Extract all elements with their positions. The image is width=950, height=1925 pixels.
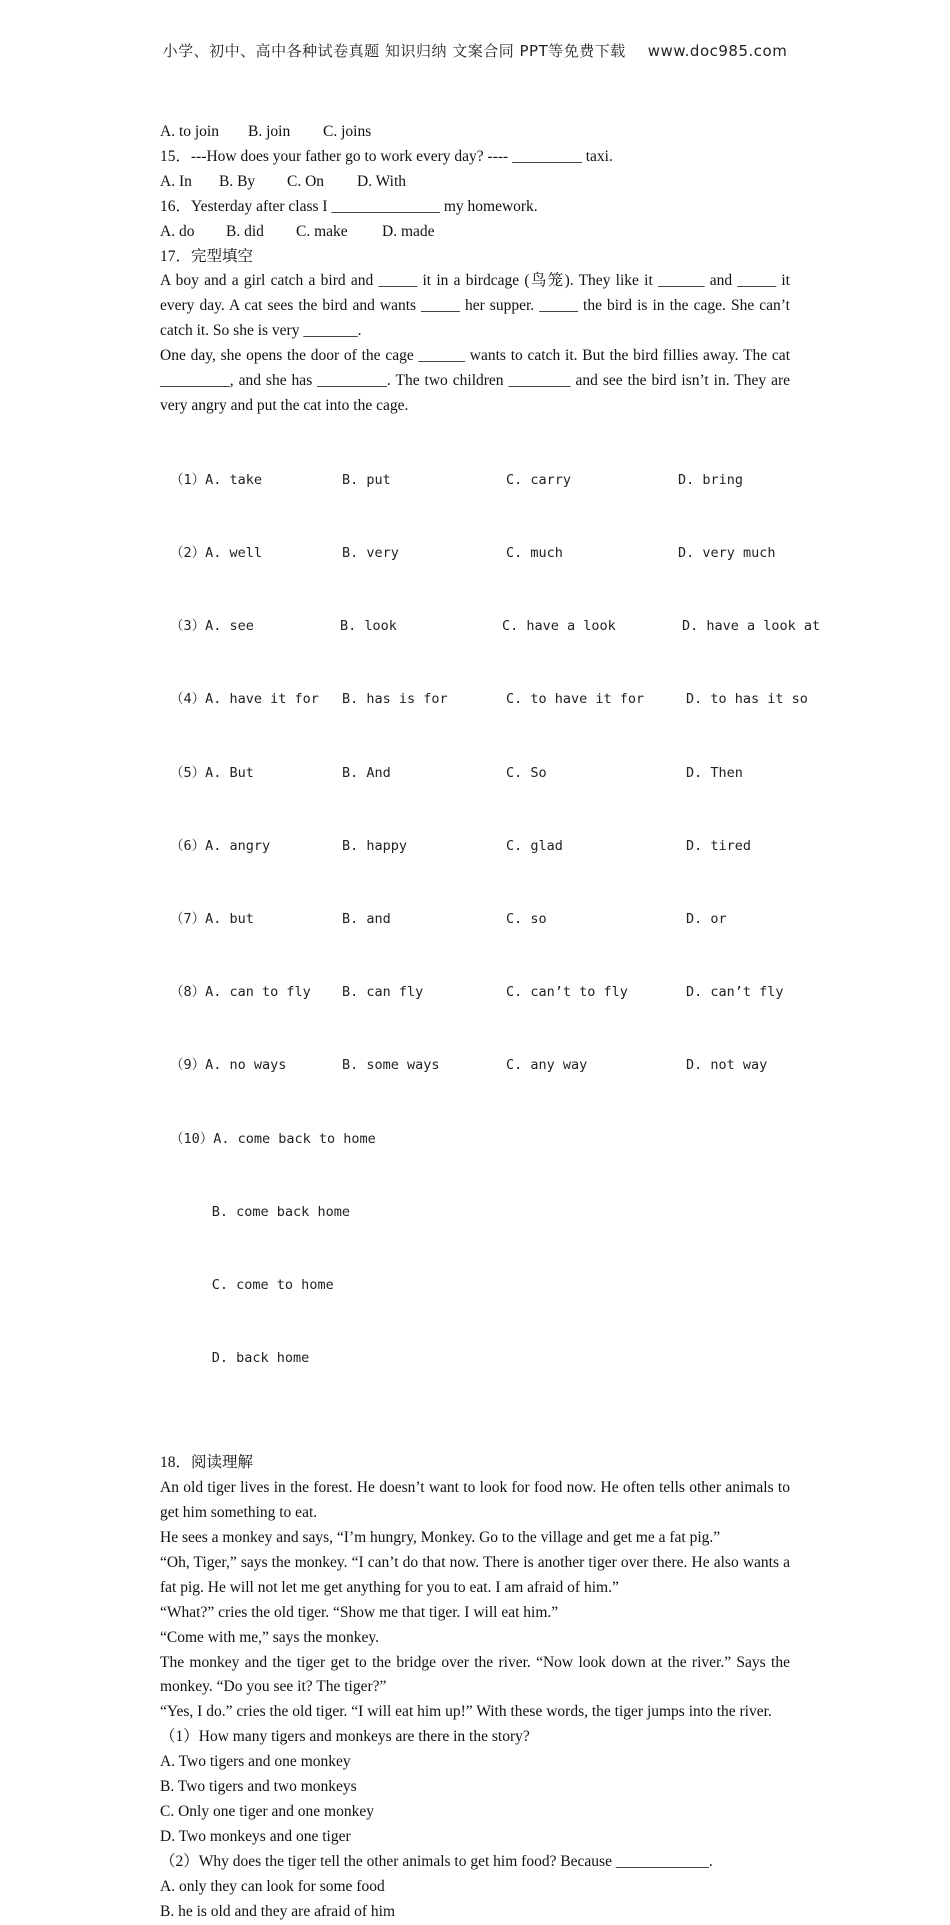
q17-r1-b: B. put xyxy=(342,471,391,488)
header-url[interactable]: www.doc985.com xyxy=(647,42,788,60)
q17-r5-c: C. So xyxy=(506,764,547,781)
header-text: 小学、初中、高中各种试卷真题 知识归纳 文案合同 PPT等免费下载 xyxy=(162,42,626,60)
q15-option-b: B. By xyxy=(219,172,256,190)
q18-paragraph-2: He sees a monkey and says, “I’m hungry, Monkey. Go to the village and get me a fat pig.” xyxy=(160,1529,721,1547)
q17-option-row-5 xyxy=(160,761,790,785)
q17-r2-d: D. very much xyxy=(678,544,776,561)
q17-paragraph-1: A boy and a girl catch a bird and _____ it in a birdcage (鸟笼). They like it ______ and _____ it every day. A cat sees the bird and wants _____ her supper. _____ the bird is in the cage. She can’t catch it. So she is very _______. xyxy=(160,272,790,340)
q17-r4-b: B. has is for xyxy=(342,691,448,708)
q18-sub2-question: （2）Why does the tiger tell the other animals to get him food? Because ____________. xyxy=(160,1852,713,1870)
q17-r2-b: B. very xyxy=(342,544,399,561)
q17-paragraph-2: One day, she opens the door of the cage ______ wants to catch it. But the bird fillies away. The cat _________, and she has _________. The two children ________ and see the bird isn’t in. They are very angry and put the cat into the cage. xyxy=(160,347,790,414)
q17-r7-c: C. so xyxy=(506,910,547,927)
q15-option-d: D. With xyxy=(357,172,407,190)
q17-r8-b: B. can fly xyxy=(342,984,424,1001)
q17-r9-b: B. some ways xyxy=(342,1057,440,1074)
q17-r5-b: B. And xyxy=(342,764,391,781)
q17-options-grid xyxy=(160,419,821,1419)
q14-options xyxy=(160,120,790,145)
q17-r8-a: （8）A. can to fly xyxy=(170,984,311,1001)
q17-r10-b-row xyxy=(160,1200,790,1224)
q17-option-row-4 xyxy=(160,687,808,711)
q17-r6-b: B. happy xyxy=(342,837,408,854)
q15-option-c: C. On xyxy=(287,172,325,190)
q17-option-row-3 xyxy=(160,614,821,638)
q17-r10-d: D. back home xyxy=(211,1350,310,1367)
q17-r9-c: C. any way xyxy=(506,1057,588,1074)
q17-option-row-6 xyxy=(160,834,790,858)
q17-r10-c-row xyxy=(160,1273,790,1297)
q17-r8-c: C. can’t to fly xyxy=(506,984,628,1001)
q17-r6-d: D. tired xyxy=(686,837,752,854)
q16-option-b: B. did xyxy=(226,222,264,240)
q15-question: 15．---How does your father go to work every day? ---- _________ taxi. xyxy=(160,147,613,165)
q18-sub2-option-a: A. only they can look for some food xyxy=(160,1877,385,1895)
q17-r4-a: （4）A. have it for xyxy=(170,691,319,708)
q17-r7-d: D. or xyxy=(686,910,727,927)
q14-option-a: A. to join xyxy=(160,123,219,140)
q18-paragraph-1: An old tiger lives in the forest. He doesn’t want to look for food now. He often tells other animals to get him something to eat. xyxy=(160,1479,790,1522)
q14-option-b: B. join xyxy=(248,123,291,140)
q17-option-row-1 xyxy=(160,468,790,492)
q17-r9-a: （9）A. no ways xyxy=(170,1057,287,1074)
q15-option-a: A. In xyxy=(160,172,192,190)
q16-question: 16．Yesterday after class I ______________ my homework. xyxy=(160,197,538,215)
q16-option-c: C. make xyxy=(296,222,348,240)
q17-option-row-8 xyxy=(160,980,790,1004)
q18-paragraph-7: “Yes, I do.” cries the old tiger. “I will eat him up!” With these words, the tiger jumps into the river. xyxy=(160,1703,772,1721)
q18-paragraph-4: “What?” cries the old tiger. “Show me that tiger. I will eat him.” xyxy=(160,1603,559,1621)
q18-sub1-question: （1）How many tigers and monkeys are there in the story? xyxy=(160,1728,530,1746)
q15-options xyxy=(160,170,790,195)
q18-sub1-option-b: B. Two tigers and two monkeys xyxy=(160,1778,357,1796)
q17-r9-d: D. not way xyxy=(686,1057,768,1074)
q16-option-d: D. made xyxy=(382,222,435,240)
q17-r2-c: C. much xyxy=(506,544,563,561)
q17-option-row-9 xyxy=(160,1053,790,1077)
q17-r2-a: （2）A. well xyxy=(170,544,263,561)
q17-r5-d: D. Then xyxy=(686,764,743,781)
document-body xyxy=(160,120,821,1925)
q17-r3-c: C. have a look xyxy=(502,618,616,635)
q18-sub1-option-c: C. Only one tiger and one monkey xyxy=(160,1803,374,1821)
q14-option-c: C. joins xyxy=(323,123,372,140)
q17-r10-d-row xyxy=(160,1346,790,1370)
q17-option-row-7 xyxy=(160,907,790,931)
q17-r6-a: （6）A. angry xyxy=(170,837,271,854)
q17-r6-c: C. glad xyxy=(506,837,563,854)
q18-sub1-option-d: D. Two monkeys and one tiger xyxy=(160,1827,351,1845)
q18-paragraph-3: “Oh, Tiger,” says the monkey. “I can’t do that now. There is another tiger over there. He also wants a fat pig. He will not let me get anything for you to eat. I am afraid of him.” xyxy=(160,1553,790,1596)
q17-r3-a: （3）A. see xyxy=(170,618,254,635)
q17-r10-a: （10）A. come back to home xyxy=(170,1130,376,1147)
q17-r3-b: B. look xyxy=(340,618,397,635)
q17-r7-a: （7）A. but xyxy=(170,910,254,927)
q18-paragraph-6: The monkey and the tiger get to the bridge over the river. “Now look down at the river.” Says the monkey. “Do you see it? The tiger?” xyxy=(160,1653,790,1696)
q18-sub1-option-a: A. Two tigers and one monkey xyxy=(160,1753,351,1771)
page-header xyxy=(0,40,950,61)
q17-r5-a: （5）A. But xyxy=(170,764,254,781)
q17-r7-b: B. and xyxy=(342,910,391,927)
q16-options xyxy=(160,220,790,245)
q17-title: 17．完型填空 xyxy=(160,247,254,265)
q17-r8-d: D. can’t fly xyxy=(686,984,784,1001)
q17-r1-c: C. carry xyxy=(506,471,572,488)
q17-r1-a: （1）A. take xyxy=(170,471,263,488)
q18-title: 18．阅读理解 xyxy=(160,1454,254,1472)
q18-paragraph-5: “Come with me,” says the monkey. xyxy=(160,1628,379,1646)
q16-option-a: A. do xyxy=(160,222,195,240)
q17-r1-d: D. bring xyxy=(678,471,744,488)
q17-r4-c: C. to have it for xyxy=(506,691,645,708)
q17-option-row-10 xyxy=(160,1127,790,1151)
q17-option-row-2 xyxy=(160,541,790,565)
q17-r10-c: C. come to home xyxy=(211,1276,334,1293)
q17-r3-d: D. have a look at xyxy=(682,618,821,635)
q17-r10-b: B. come back home xyxy=(211,1203,350,1220)
q18-sub2-option-b: B. he is old and they are afraid of him xyxy=(160,1902,396,1920)
q17-r4-d: D. to has it so xyxy=(686,691,808,708)
